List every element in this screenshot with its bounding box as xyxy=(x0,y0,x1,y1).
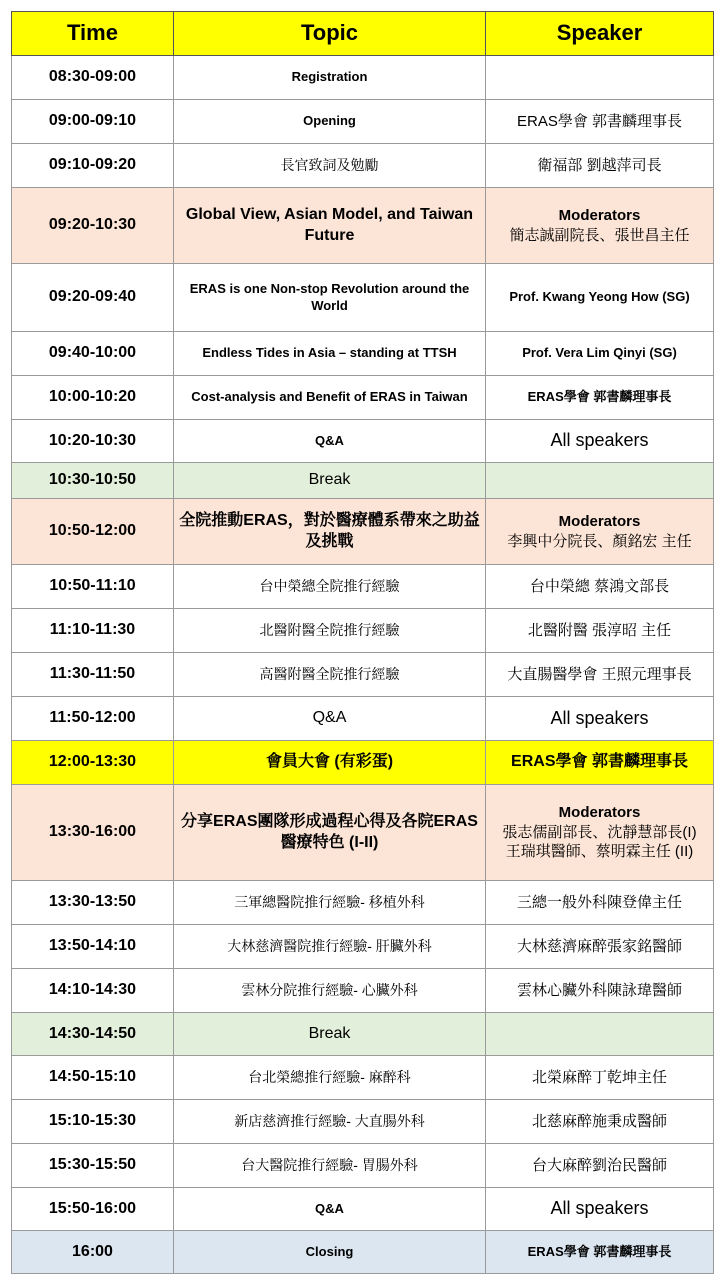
row-topic: Registration xyxy=(174,56,486,100)
table-row xyxy=(12,264,714,332)
row-time: 16:00 xyxy=(12,1231,174,1274)
row-time: 13:30-16:00 xyxy=(12,785,174,881)
table-row xyxy=(12,144,714,188)
row-time: 14:50-15:10 xyxy=(12,1056,174,1100)
row-time: 11:50-12:00 xyxy=(12,697,174,741)
row-speaker: 衛福部 劉越萍司長 xyxy=(486,144,714,188)
row-speaker: 大直腸醫學會 王照元理事長 xyxy=(486,653,714,697)
table-row xyxy=(12,1100,714,1144)
row-topic: Opening xyxy=(174,100,486,144)
table-row xyxy=(12,881,714,925)
table-row xyxy=(12,565,714,609)
table-row xyxy=(12,332,714,376)
row-time: 10:30-10:50 xyxy=(12,463,174,499)
row-time: 14:10-14:30 xyxy=(12,969,174,1013)
row-speaker xyxy=(486,463,714,499)
row-time: 15:50-16:00 xyxy=(12,1188,174,1231)
row-time: 09:10-09:20 xyxy=(12,144,174,188)
row-topic: Global View, Asian Model, and Taiwan Future xyxy=(174,188,486,264)
closing-row xyxy=(12,1231,714,1274)
row-speaker: Prof. Vera Lim Qinyi (SG) xyxy=(486,332,714,376)
moderators-names: 李興中分院長、顏銘宏 主任 xyxy=(507,532,692,550)
row-speaker-moderators xyxy=(486,188,714,264)
row-topic: Endless Tides in Asia – standing at TTSH xyxy=(174,332,486,376)
row-topic: 台中榮總全院推行經驗 xyxy=(174,565,486,609)
row-time: 10:00-10:20 xyxy=(12,376,174,420)
row-time: 10:50-12:00 xyxy=(12,499,174,565)
row-topic: 分享ERAS團隊形成過程心得及各院ERAS醫療特色 (I-II) xyxy=(174,785,486,881)
table-row xyxy=(12,420,714,463)
row-topic: 台北榮總推行經驗- 麻醉科 xyxy=(174,1056,486,1100)
moderators-names: 張志儒副部長、沈靜慧部長(I) xyxy=(502,823,697,841)
row-time: 15:30-15:50 xyxy=(12,1144,174,1188)
row-topic: 新店慈濟推行經驗- 大直腸外科 xyxy=(174,1100,486,1144)
row-speaker: All speakers xyxy=(486,1188,714,1231)
row-speaker: 北榮麻醉丁乾坤主任 xyxy=(486,1056,714,1100)
row-speaker: All speakers xyxy=(486,420,714,463)
row-speaker: 三總一般外科陳登偉主任 xyxy=(486,881,714,925)
row-speaker xyxy=(486,56,714,100)
table-row xyxy=(12,697,714,741)
row-speaker-moderators xyxy=(486,785,714,881)
table-row xyxy=(12,1188,714,1231)
moderators-names: 簡志誠副院長、張世昌主任 xyxy=(509,226,690,244)
moderators-label: Moderators xyxy=(558,513,641,530)
row-topic: Break xyxy=(174,1013,486,1056)
row-speaker: 雲林心臟外科陳詠瑋醫師 xyxy=(486,969,714,1013)
row-time: 08:30-09:00 xyxy=(12,56,174,100)
header-time: Time xyxy=(12,12,174,56)
row-topic: 雲林分院推行經驗- 心臟外科 xyxy=(174,969,486,1013)
schedule-table xyxy=(11,11,714,1274)
row-speaker: 北慈麻醉施秉成醫師 xyxy=(486,1100,714,1144)
row-topic: Q&A xyxy=(174,1188,486,1231)
header-speaker: Speaker xyxy=(486,12,714,56)
row-speaker: ERAS學會 郭書麟理事長 xyxy=(486,376,714,420)
row-time: 13:50-14:10 xyxy=(12,925,174,969)
row-time: 11:10-11:30 xyxy=(12,609,174,653)
header-row xyxy=(12,12,714,56)
row-time: 09:40-10:00 xyxy=(12,332,174,376)
row-time: 09:00-09:10 xyxy=(12,100,174,144)
row-topic: 台大醫院推行經驗- 胃腸外科 xyxy=(174,1144,486,1188)
row-topic: 長官致詞及勉勵 xyxy=(174,144,486,188)
moderators-label: Moderators xyxy=(558,207,641,224)
row-topic: 三軍總醫院推行經驗- 移植外科 xyxy=(174,881,486,925)
table-row xyxy=(12,1056,714,1100)
session-row xyxy=(12,188,714,264)
moderators-label: Moderators xyxy=(558,804,641,822)
row-time: 12:00-13:30 xyxy=(12,741,174,785)
row-topic: Q&A xyxy=(174,697,486,741)
row-time: 13:30-13:50 xyxy=(12,881,174,925)
row-topic: 大林慈濟醫院推行經驗- 肝臟外科 xyxy=(174,925,486,969)
session-row xyxy=(12,785,714,881)
moderators-names-2: 王瑞琪醫師、蔡明霖主任 (II) xyxy=(505,843,694,861)
row-speaker: ERAS學會 郭書麟理事長 xyxy=(486,741,714,785)
row-topic: Closing xyxy=(174,1231,486,1274)
row-time: 15:10-15:30 xyxy=(12,1100,174,1144)
row-topic: Q&A xyxy=(174,420,486,463)
row-time: 14:30-14:50 xyxy=(12,1013,174,1056)
table-row xyxy=(12,969,714,1013)
row-topic: 會員大會 (有彩蛋) xyxy=(174,741,486,785)
table-row xyxy=(12,925,714,969)
row-topic: ERAS is one Non-stop Revolution around the World xyxy=(174,264,486,332)
row-topic: 高醫附醫全院推行經驗 xyxy=(174,653,486,697)
row-topic: 北醫附醫全院推行經驗 xyxy=(174,609,486,653)
row-time: 09:20-09:40 xyxy=(12,264,174,332)
row-speaker: ERAS學會 郭書麟理事長 xyxy=(486,1231,714,1274)
table-row xyxy=(12,653,714,697)
row-time: 10:20-10:30 xyxy=(12,420,174,463)
row-time: 10:50-11:10 xyxy=(12,565,174,609)
row-time: 09:20-10:30 xyxy=(12,188,174,264)
session-row xyxy=(12,499,714,565)
table-row xyxy=(12,1144,714,1188)
row-speaker: Prof. Kwang Yeong How (SG) xyxy=(486,264,714,332)
row-time: 11:30-11:50 xyxy=(12,653,174,697)
table-row xyxy=(12,56,714,100)
row-speaker-moderators xyxy=(486,499,714,565)
row-speaker: 大林慈濟麻醉張家銘醫師 xyxy=(486,925,714,969)
row-speaker: All speakers xyxy=(486,697,714,741)
row-topic: Cost-analysis and Benefit of ERAS in Taiwan xyxy=(174,376,486,420)
table-row xyxy=(12,100,714,144)
table-row xyxy=(12,609,714,653)
row-speaker xyxy=(486,1013,714,1056)
row-speaker: 台中榮總 蔡鴻文部長 xyxy=(486,565,714,609)
row-topic: 全院推動ERAS，對於醫療體系帶來之助益及挑戰 xyxy=(174,499,486,565)
break-row xyxy=(12,463,714,499)
table-row xyxy=(12,376,714,420)
row-speaker: 北醫附醫 張淳昭 主任 xyxy=(486,609,714,653)
highlight-row xyxy=(12,741,714,785)
row-speaker: ERAS學會 郭書麟理事長 xyxy=(486,100,714,144)
break-row xyxy=(12,1013,714,1056)
header-topic: Topic xyxy=(174,12,486,56)
row-topic: Break xyxy=(174,463,486,499)
row-speaker: 台大麻醉劉治民醫師 xyxy=(486,1144,714,1188)
